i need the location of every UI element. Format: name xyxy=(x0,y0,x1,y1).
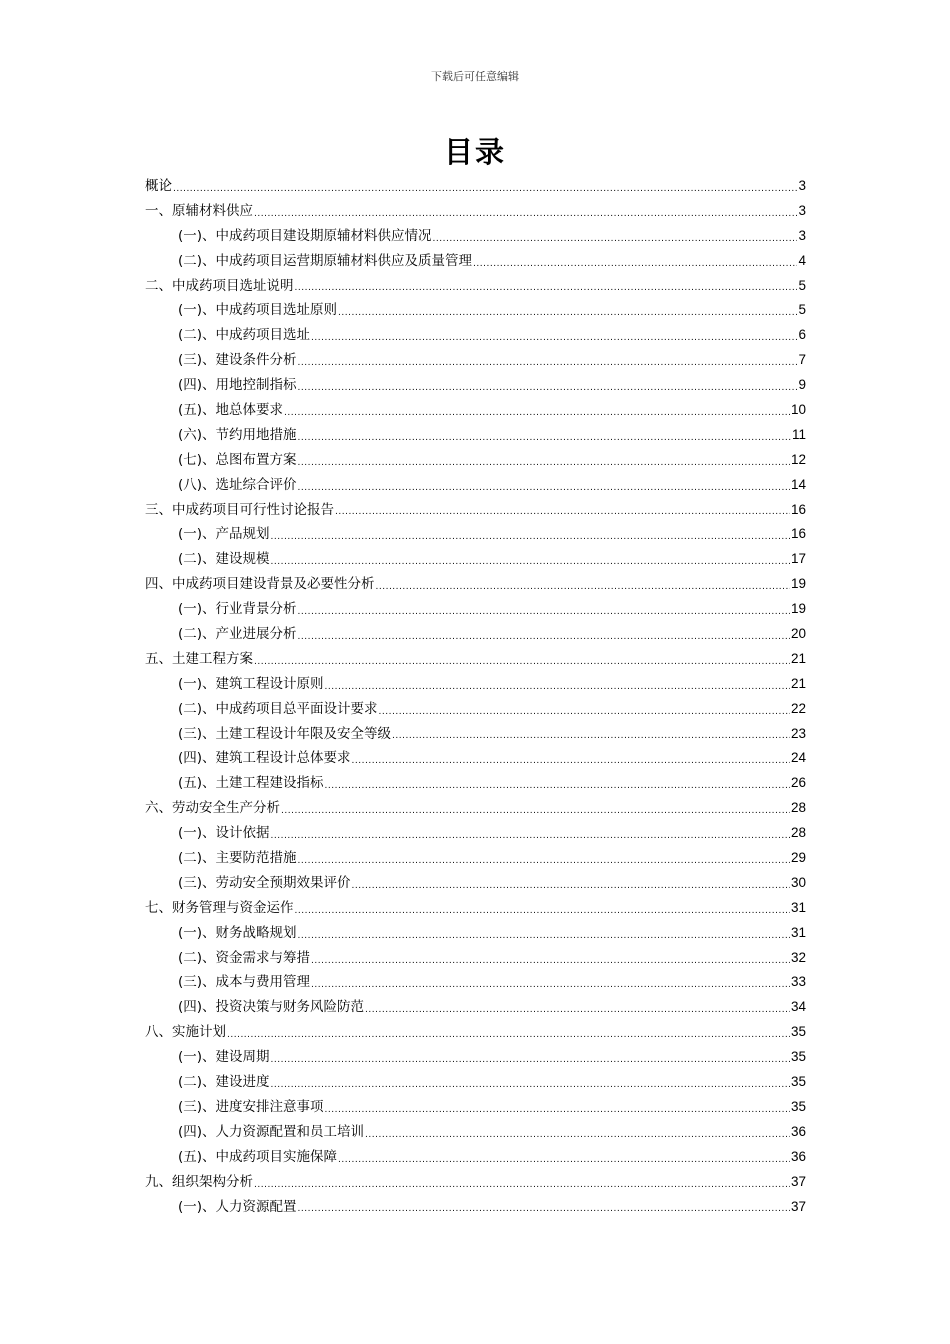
toc-entry-sub[interactable] xyxy=(145,348,806,373)
toc-page-number: 35 xyxy=(790,1074,806,1090)
toc-page-number: 5 xyxy=(798,277,806,293)
toc-entry-label: (二)、建设规模 xyxy=(178,551,270,568)
toc-dot-leader xyxy=(254,204,797,224)
toc-entry-sub[interactable] xyxy=(145,1070,806,1095)
toc-page-number: 37 xyxy=(790,1173,806,1189)
toc-entry[interactable] xyxy=(145,1170,806,1195)
toc-entry[interactable] xyxy=(145,896,806,921)
toc-entry-label: (三)、土建工程设计年限及安全等级 xyxy=(178,725,392,742)
toc-dot-leader xyxy=(271,1075,790,1095)
toc-dot-leader xyxy=(281,801,790,821)
toc-entry-sub[interactable] xyxy=(145,423,806,448)
toc-page-number: 21 xyxy=(790,675,806,691)
toc-page-number: 3 xyxy=(798,202,806,218)
toc-entry-sub[interactable] xyxy=(145,971,806,996)
toc-entry-sub[interactable] xyxy=(145,746,806,771)
toc-entry[interactable] xyxy=(145,796,806,821)
toc-entry-label: 二、中成药项目选址说明 xyxy=(145,277,294,294)
toc-dot-leader xyxy=(298,453,790,473)
toc-dot-leader xyxy=(433,229,798,249)
toc-entry-label: 七、财务管理与资金运作 xyxy=(145,899,294,916)
toc-page-number: 30 xyxy=(790,874,806,890)
table-of-contents xyxy=(145,174,806,1219)
toc-dot-leader xyxy=(298,353,798,373)
toc-page-number: 35 xyxy=(790,1024,806,1040)
toc-entry-label: (二)、主要防范措施 xyxy=(178,850,297,867)
toc-entry-sub[interactable] xyxy=(145,597,806,622)
toc-page-number: 22 xyxy=(790,700,806,716)
toc-dot-leader xyxy=(298,428,791,448)
page-title: 目录 xyxy=(443,135,506,169)
toc-entry-label: (二)、资金需求与筹措 xyxy=(178,949,311,966)
toc-entry-label: (四)、用地控制指标 xyxy=(178,377,297,394)
toc-page-number: 37 xyxy=(790,1198,806,1214)
toc-page-number: 5 xyxy=(798,302,806,318)
toc-entry-sub[interactable] xyxy=(145,373,806,398)
toc-dot-leader xyxy=(311,975,790,995)
toc-entry-label: (一)、财务战略规划 xyxy=(178,924,297,941)
toc-entry-label: (五)、土建工程建设指标 xyxy=(178,775,324,792)
toc-dot-leader xyxy=(295,901,790,921)
toc-entry-sub[interactable] xyxy=(145,398,806,423)
toc-entry-sub[interactable] xyxy=(145,522,806,547)
toc-page-number: 4 xyxy=(798,252,806,268)
toc-entry-sub[interactable] xyxy=(145,249,806,274)
toc-entry-label: (五)、中成药项目实施保障 xyxy=(178,1148,338,1165)
toc-entry-label: (一)、建设周期 xyxy=(178,1049,270,1066)
toc-page-number: 31 xyxy=(790,899,806,915)
toc-entry-label: (一)、中成药项目建设期原辅材料供应情况 xyxy=(178,227,432,244)
toc-entry-sub[interactable] xyxy=(145,1120,806,1145)
toc-dot-leader xyxy=(338,1150,790,1170)
toc-page-number: 11 xyxy=(791,426,806,442)
toc-dot-leader xyxy=(227,1025,790,1045)
toc-page-number: 23 xyxy=(790,725,806,741)
toc-entry-sub[interactable] xyxy=(145,871,806,896)
toc-entry[interactable] xyxy=(145,199,806,224)
toc-page-number: 10 xyxy=(790,402,806,417)
toc-dot-leader xyxy=(298,602,790,622)
toc-entry-label: (一)、人力资源配置 xyxy=(178,1198,297,1215)
toc-page-number: 12 xyxy=(790,451,806,467)
toc-entry-sub[interactable] xyxy=(145,1045,806,1070)
toc-entry-label: (一)、中成药项目选址原则 xyxy=(178,302,338,319)
toc-entry-label: (六)、节约用地措施 xyxy=(178,426,297,443)
toc-entry-label: (二)、中成药项目选址 xyxy=(178,327,311,344)
toc-entry-sub[interactable] xyxy=(145,672,806,697)
toc-dot-leader xyxy=(298,627,790,647)
toc-entry-sub[interactable] xyxy=(145,946,806,971)
toc-entry-sub[interactable] xyxy=(145,448,806,473)
toc-entry-label: (三)、成本与费用管理 xyxy=(178,974,311,991)
toc-entry[interactable] xyxy=(145,174,806,199)
toc-entry-label: (三)、进度安排注意事项 xyxy=(178,1098,324,1115)
toc-entry-label: (三)、建设条件分析 xyxy=(178,352,297,369)
toc-entry-label: 八、实施计划 xyxy=(145,1024,226,1041)
toc-entry-label: 五、土建工程方案 xyxy=(145,650,253,667)
toc-entry-label: (一)、设计依据 xyxy=(178,825,270,842)
toc-entry-sub[interactable] xyxy=(145,473,806,498)
toc-page-number: 35 xyxy=(790,1049,806,1065)
toc-page-number: 19 xyxy=(790,601,806,617)
toc-page-number: 7 xyxy=(798,352,806,368)
toc-page-number: 20 xyxy=(790,626,806,642)
toc-page-number: 16 xyxy=(790,526,806,542)
toc-entry-sub[interactable] xyxy=(145,622,806,647)
toc-dot-leader xyxy=(284,403,790,423)
toc-page-number: 29 xyxy=(790,850,806,866)
toc-entry-label: 六、劳动安全生产分析 xyxy=(145,800,280,817)
toc-page-number: 14 xyxy=(790,476,806,492)
toc-page-number: 17 xyxy=(790,551,806,567)
toc-dot-leader xyxy=(325,776,790,796)
toc-dot-leader xyxy=(298,851,790,871)
toc-entry[interactable] xyxy=(145,498,806,523)
toc-entry-sub[interactable] xyxy=(145,697,806,722)
toc-entry-sub[interactable] xyxy=(145,323,806,348)
toc-entry-label: (三)、劳动安全预期效果评价 xyxy=(178,874,351,891)
toc-dot-leader xyxy=(298,1199,790,1219)
toc-entry-label: (一)、产品规划 xyxy=(178,526,270,543)
toc-entry-sub[interactable] xyxy=(145,547,806,572)
toc-dot-leader xyxy=(325,677,790,697)
toc-entry-sub[interactable] xyxy=(145,1145,806,1170)
toc-dot-leader xyxy=(298,926,790,946)
toc-entry-sub[interactable] xyxy=(145,1095,806,1120)
toc-page-number: 28 xyxy=(790,800,806,816)
toc-dot-leader xyxy=(379,702,790,722)
toc-page-number: 36 xyxy=(790,1148,806,1164)
toc-dot-leader xyxy=(338,303,797,323)
header-note: 下载后可任意编辑 xyxy=(431,70,519,83)
toc-dot-leader xyxy=(365,1000,790,1020)
toc-dot-leader xyxy=(298,378,798,398)
toc-entry-label: (二)、中成药项目运营期原辅材料供应及质量管理 xyxy=(178,252,473,269)
toc-entry-sub[interactable] xyxy=(145,1195,806,1220)
toc-entry-sub[interactable] xyxy=(145,821,806,846)
toc-entry-sub[interactable] xyxy=(145,771,806,796)
toc-entry-label: (四)、人力资源配置和员工培训 xyxy=(178,1123,365,1140)
toc-entry-label: (四)、建筑工程设计总体要求 xyxy=(178,750,351,767)
toc-entry[interactable] xyxy=(145,647,806,672)
toc-entry-label: (二)、建设进度 xyxy=(178,1074,270,1091)
toc-entry[interactable] xyxy=(145,1020,806,1045)
toc-dot-leader xyxy=(365,1125,790,1145)
toc-entry-sub[interactable] xyxy=(145,298,806,323)
toc-page-number: 9 xyxy=(798,377,806,393)
toc-entry-label: (五)、地总体要求 xyxy=(178,402,284,418)
toc-dot-leader xyxy=(271,552,790,572)
toc-dot-leader xyxy=(173,179,797,199)
toc-page-number: 35 xyxy=(790,1098,806,1114)
toc-entry-label: (二)、中成药项目总平面设计要求 xyxy=(178,700,378,717)
toc-entry-sub[interactable] xyxy=(145,995,806,1020)
toc-entry-sub[interactable] xyxy=(145,846,806,871)
toc-page-number: 32 xyxy=(790,949,806,965)
toc-entry-label: 一、原辅材料供应 xyxy=(145,202,253,219)
toc-entry-sub[interactable] xyxy=(145,722,806,747)
toc-dot-leader xyxy=(352,876,790,896)
toc-dot-leader xyxy=(392,726,790,746)
toc-entry-sub[interactable] xyxy=(145,224,806,249)
toc-page-number: 3 xyxy=(798,177,806,193)
toc-dot-leader xyxy=(295,278,798,298)
toc-entry-label: 四、中成药项目建设背景及必要性分析 xyxy=(145,576,375,593)
toc-dot-leader xyxy=(352,751,790,771)
toc-dot-leader xyxy=(325,1100,790,1120)
toc-dot-leader xyxy=(298,478,790,498)
toc-dot-leader xyxy=(254,1175,790,1195)
toc-dot-leader xyxy=(311,951,790,971)
toc-page-number: 28 xyxy=(790,825,806,841)
toc-entry-label: 三、中成药项目可行性讨论报告 xyxy=(145,501,334,518)
toc-dot-leader xyxy=(271,826,790,846)
toc-entry-label: 概论 xyxy=(145,177,172,194)
toc-entry-label: 九、组织架构分析 xyxy=(145,1173,253,1190)
toc-dot-leader xyxy=(271,1050,790,1070)
toc-page-number: 24 xyxy=(790,750,806,766)
toc-page-number: 3 xyxy=(798,227,806,243)
toc-entry[interactable] xyxy=(145,274,806,299)
toc-entry-label: (二)、产业进展分析 xyxy=(178,626,297,643)
toc-dot-leader xyxy=(271,527,790,547)
toc-entry-label: (七)、总图布置方案 xyxy=(178,451,297,468)
toc-entry-label: (四)、投资决策与财务风险防范 xyxy=(178,999,365,1016)
toc-entry-label: (一)、行业背景分析 xyxy=(178,601,297,618)
toc-dot-leader xyxy=(335,502,790,522)
toc-page-number: 34 xyxy=(790,999,806,1015)
toc-page-number: 19 xyxy=(790,576,806,592)
toc-entry-label: (一)、建筑工程设计原则 xyxy=(178,675,324,692)
toc-dot-leader xyxy=(254,652,790,672)
toc-page-number: 36 xyxy=(790,1123,806,1139)
toc-dot-leader xyxy=(473,254,797,274)
toc-entry-label: (八)、选址综合评价 xyxy=(178,476,297,493)
toc-page-number: 16 xyxy=(790,501,806,517)
toc-page-number: 26 xyxy=(790,775,806,791)
toc-entry[interactable] xyxy=(145,572,806,597)
toc-page-number: 6 xyxy=(798,327,806,343)
toc-dot-leader xyxy=(376,577,790,597)
toc-entry-sub[interactable] xyxy=(145,921,806,946)
toc-page-number: 33 xyxy=(790,974,806,990)
toc-page-number: 31 xyxy=(790,924,806,940)
toc-page-number: 21 xyxy=(790,650,806,666)
toc-dot-leader xyxy=(311,328,797,348)
